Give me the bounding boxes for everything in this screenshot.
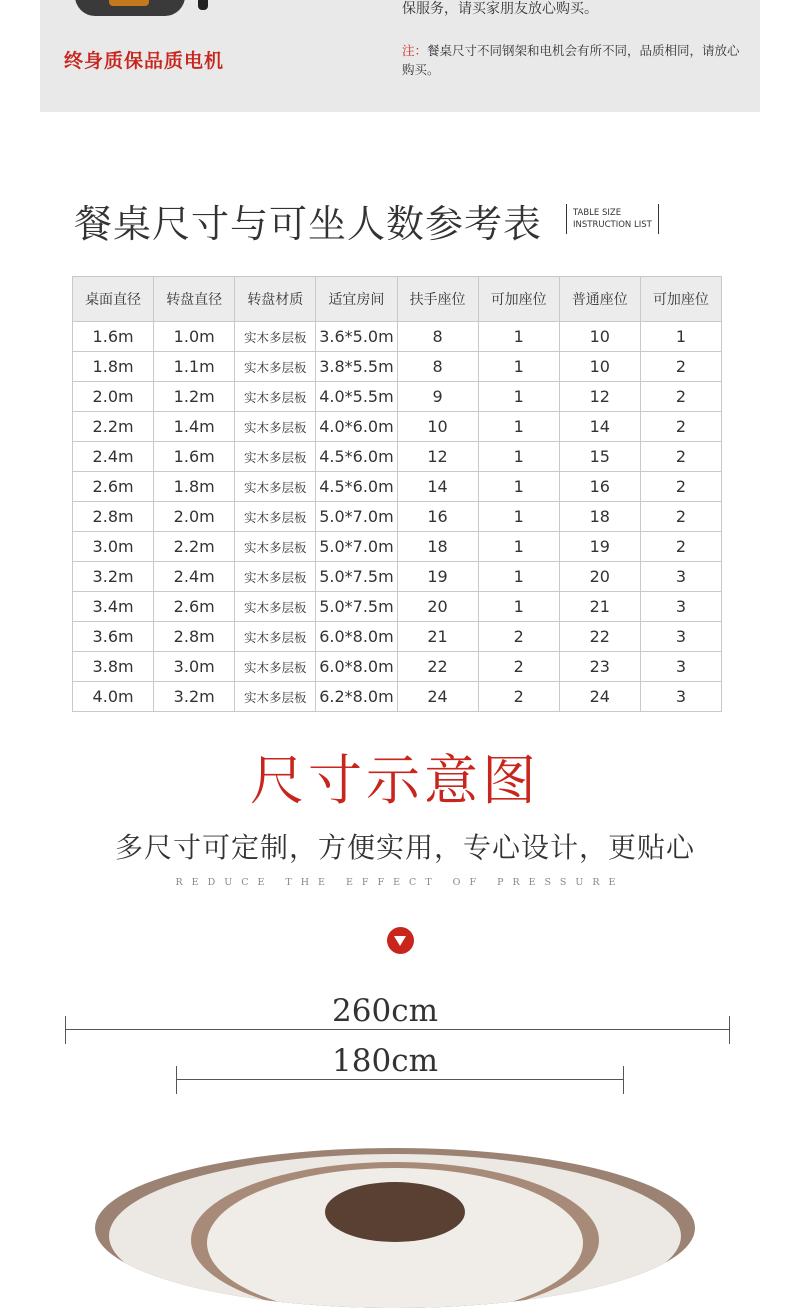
table-cell: 1 (478, 592, 559, 622)
table-row (73, 442, 722, 472)
table-cell: 2.6m (73, 472, 154, 502)
table-cell: 1 (478, 502, 559, 532)
table-cell: 3.2m (73, 562, 154, 592)
table-cell: 21 (397, 622, 478, 652)
dim-inner-label: 180cm (332, 1043, 438, 1079)
table-cell: 8 (397, 322, 478, 352)
size-table-heading: 餐桌尺寸与可坐人数参考表 (74, 202, 543, 246)
table-cell: 20 (559, 562, 640, 592)
table-cell: 18 (397, 532, 478, 562)
table-cell: 12 (559, 382, 640, 412)
table-cell: 4.5*6.0m (316, 442, 397, 472)
table-cell: 6.2*8.0m (316, 682, 397, 712)
diagram-subtitle: 多尺寸可定制，方便实用，专心设计，更贴心 (114, 831, 695, 864)
table-cell: 2.4m (73, 442, 154, 472)
table-cell: 1.6m (73, 322, 154, 352)
size-note (402, 41, 747, 79)
dim-inner-tick-left (176, 1066, 177, 1094)
table-cell: 4.5*6.0m (316, 472, 397, 502)
table-cell: 5.0*7.5m (316, 592, 397, 622)
table-cell: 实木多层板 (235, 382, 316, 412)
table-cell: 1 (478, 562, 559, 592)
table-cell: 实木多层板 (235, 532, 316, 562)
table-cell: 15 (559, 442, 640, 472)
table-cell: 5.0*7.0m (316, 502, 397, 532)
table-cell: 实木多层板 (235, 472, 316, 502)
table-cell: 12 (397, 442, 478, 472)
table-cell: 1 (478, 442, 559, 472)
table-cell: 实木多层板 (235, 652, 316, 682)
table-header-cell: 普通座位 (559, 277, 640, 322)
table-cell: 1 (478, 412, 559, 442)
table-cell: 3.6*5.0m (316, 322, 397, 352)
table-cell: 1.8m (154, 472, 235, 502)
table-cell: 实木多层板 (235, 682, 316, 712)
table-row (73, 622, 722, 652)
table-cell: 2 (640, 382, 721, 412)
table-header-cell: 适宜房间 (316, 277, 397, 322)
table-row (73, 592, 722, 622)
table-row (73, 412, 722, 442)
motor-product-image (75, 0, 185, 16)
table-cell: 2 (640, 442, 721, 472)
table-cell: 10 (559, 352, 640, 382)
note-text: 餐桌尺寸不同钢架和电机会有所不同，品质相同，请放心购买。 (402, 43, 740, 77)
table-cell: 23 (559, 652, 640, 682)
table-cell: 3.4m (73, 592, 154, 622)
dim-outer-tick-right (729, 1016, 730, 1044)
table-cell: 16 (397, 502, 478, 532)
service-text: 保服务，请买家朋友放心购买。 (402, 1, 598, 17)
table-cell: 3.8m (73, 652, 154, 682)
table-cell: 1 (478, 532, 559, 562)
table-cell: 2 (478, 682, 559, 712)
table-cell: 24 (559, 682, 640, 712)
table-cell: 实木多层板 (235, 412, 316, 442)
table-header-row (73, 277, 722, 322)
table-cell: 4.0m (73, 682, 154, 712)
table-cell: 1.6m (154, 442, 235, 472)
table-cell: 1 (478, 352, 559, 382)
heading-tag (566, 204, 659, 234)
table-header-cell: 可加座位 (640, 277, 721, 322)
table-cell: 19 (559, 532, 640, 562)
table-cell: 2.2m (73, 412, 154, 442)
table-row (73, 502, 722, 532)
table-cell: 实木多层板 (235, 352, 316, 382)
table-cell: 10 (397, 412, 478, 442)
table-header-cell: 桌面直径 (73, 277, 154, 322)
table-cell: 2 (478, 652, 559, 682)
table-cell: 2 (640, 352, 721, 382)
table-cell: 实木多层板 (235, 562, 316, 592)
table-cell: 14 (397, 472, 478, 502)
table-cell: 2.0m (154, 502, 235, 532)
table-cell: 22 (559, 622, 640, 652)
table-cell: 4.0*5.5m (316, 382, 397, 412)
diagram-title: 尺寸示意图 (250, 749, 540, 812)
table-cell: 6.0*8.0m (316, 622, 397, 652)
table-cell: 22 (397, 652, 478, 682)
table-row (73, 682, 722, 712)
table-cell: 1.4m (154, 412, 235, 442)
table-cell: 3.2m (154, 682, 235, 712)
table-cell: 3.8*5.5m (316, 352, 397, 382)
table-row (73, 472, 722, 502)
table-cell: 2 (640, 472, 721, 502)
table-cell: 实木多层板 (235, 322, 316, 352)
table-row (73, 532, 722, 562)
heading-tag-line1: TABLE SIZE (573, 208, 622, 218)
table-row (73, 322, 722, 352)
table-row (73, 352, 722, 382)
table-cell: 2.6m (154, 592, 235, 622)
down-arrow-icon (387, 927, 414, 954)
table-cell: 2.2m (154, 532, 235, 562)
table-cell: 5.0*7.5m (316, 562, 397, 592)
table-cell: 实木多层板 (235, 442, 316, 472)
table-header-cell: 转盘直径 (154, 277, 235, 322)
table-cell: 18 (559, 502, 640, 532)
table-cell: 3 (640, 622, 721, 652)
diagram-english-subtitle: REDUCE THE EFFECT OF PRESSURE (175, 877, 625, 888)
table-cell: 10 (559, 322, 640, 352)
warranty-label: 终身质保品质电机 (64, 50, 225, 72)
table-cell: 1.1m (154, 352, 235, 382)
table-header-cell: 扶手座位 (397, 277, 478, 322)
table-cell: 2.4m (154, 562, 235, 592)
table-cell: 3 (640, 562, 721, 592)
table-cell: 3.0m (154, 652, 235, 682)
heading-tag-line2: INSTRUCTION LIST (573, 220, 652, 230)
table-cell: 4.0*6.0m (316, 412, 397, 442)
dim-outer-label: 260cm (332, 993, 438, 1029)
table-cell: 1 (478, 382, 559, 412)
table-cell: 8 (397, 352, 478, 382)
table-cell: 实木多层板 (235, 592, 316, 622)
table-cell: 2.8m (73, 502, 154, 532)
table-cell: 1 (640, 322, 721, 352)
dim-inner-tick-right (623, 1066, 624, 1094)
table-cell: 1 (478, 472, 559, 502)
table-cell: 实木多层板 (235, 502, 316, 532)
table-cell: 2 (478, 622, 559, 652)
table-body (73, 322, 722, 712)
table-cell: 3.6m (73, 622, 154, 652)
dim-outer-line (65, 1029, 730, 1030)
table-cell: 24 (397, 682, 478, 712)
table-cell: 2.0m (73, 382, 154, 412)
motor-knob-image (198, 0, 208, 10)
table-cell: 14 (559, 412, 640, 442)
dining-table-image (95, 1148, 695, 1308)
table-cell: 16 (559, 472, 640, 502)
table-cell: 3 (640, 592, 721, 622)
table-cell: 1 (478, 322, 559, 352)
dim-outer-tick-left (65, 1016, 66, 1044)
table-row (73, 562, 722, 592)
table-cell: 20 (397, 592, 478, 622)
table-cell: 3.0m (73, 532, 154, 562)
table-row (73, 652, 722, 682)
warranty-panel (40, 0, 760, 112)
table-cell: 1.2m (154, 382, 235, 412)
table-cell: 1.8m (73, 352, 154, 382)
table-cell: 6.0*8.0m (316, 652, 397, 682)
size-reference-table (72, 276, 722, 712)
table-cell: 2 (640, 502, 721, 532)
table-cell: 2 (640, 412, 721, 442)
table-cell: 3 (640, 652, 721, 682)
table-cell: 2 (640, 532, 721, 562)
table-cell: 2.8m (154, 622, 235, 652)
table-header-cell: 可加座位 (478, 277, 559, 322)
table-cell: 3 (640, 682, 721, 712)
table-header-cell: 转盘材质 (235, 277, 316, 322)
note-label: 注： (402, 43, 428, 58)
table-cell: 9 (397, 382, 478, 412)
table-cell: 19 (397, 562, 478, 592)
table-cell: 21 (559, 592, 640, 622)
dim-inner-line (176, 1079, 624, 1080)
table-cell: 5.0*7.0m (316, 532, 397, 562)
table-cell: 1.0m (154, 322, 235, 352)
table-row (73, 382, 722, 412)
table-cell: 实木多层板 (235, 622, 316, 652)
